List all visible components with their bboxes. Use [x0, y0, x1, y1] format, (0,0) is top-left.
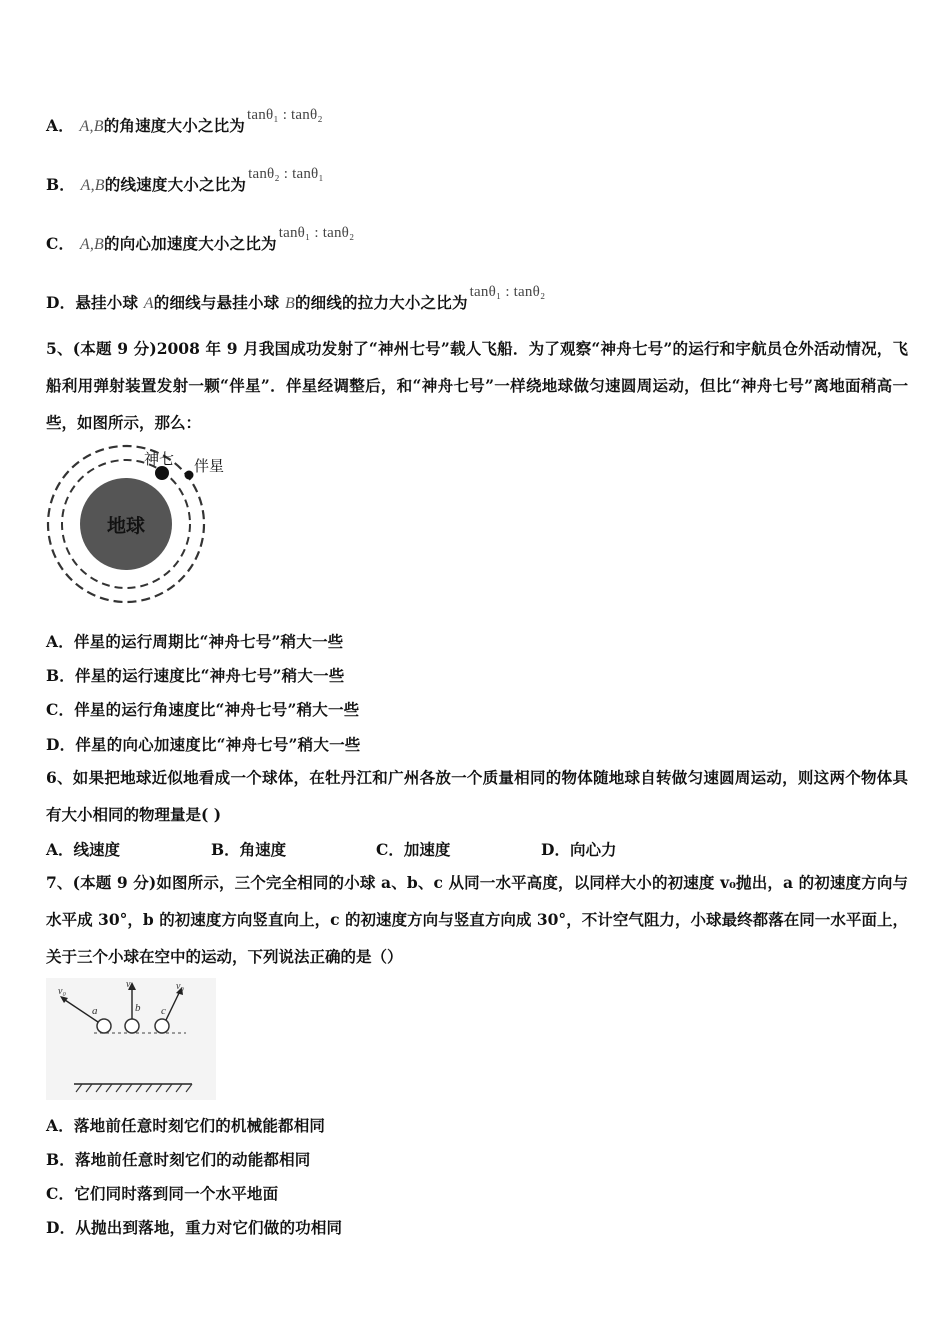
- q5-stem: 5、(本题 9 分)2008 年 9 月我国成功发射了“神州七号”载人飞船．为了观察“神舟七号”的运行和宇航员仓外活动情况，飞船利用弹射装置发射一颗“伴星”．伴星经调整后，和“神舟七号”一样绕地球做匀速圆周运动，但比“神舟七号”离地面稍高一些，如图所示，那么：: [46, 339, 908, 432]
- ball-c-icon: [155, 1019, 169, 1033]
- q6-stem: 6、如果把地球近似地看成一个球体，在牡丹江和广州各放一个质量相同的物体随地球自转做匀速圆周运动，则这两个物体具有大小相同的物理量是( ): [46, 768, 908, 824]
- ball-a-icon: [97, 1019, 111, 1033]
- q7-option-d: D．从抛出到落地，重力对它们做的功相同: [46, 1218, 343, 1237]
- satellite-label: 伴星: [194, 457, 225, 475]
- v0-label-c: v₀: [176, 981, 184, 992]
- q5-option-c: C．伴星的运行角速度比“神舟七号”稍大一些: [46, 700, 360, 719]
- q6-option-d: D．向心力: [541, 840, 617, 859]
- label-c: c: [161, 1005, 166, 1017]
- satellite-dot-icon: [185, 471, 194, 480]
- q4-b-formula: tanθ₂ : tanθ₁: [248, 166, 324, 182]
- q6-option-c: C．加速度: [376, 840, 451, 859]
- q4-a-formula: tanθ₁ : tanθ₂: [247, 107, 323, 123]
- q4-option-d: D．悬挂小球 A的细线与悬挂小球 B的细线的拉力大小之比为tanθ₁ : tanθ₂: [46, 284, 546, 312]
- v0-label-a: v₀: [58, 986, 66, 997]
- ship-dot-icon: [155, 466, 169, 480]
- earth-label: 地球: [106, 515, 146, 537]
- q7-stem: 7、(本题 9 分)如图所示，三个完全相同的小球 a、b、c 从同一水平高度，以同样大小的初速度 v₀抛出，a 的初速度方向与水平成 30°，b 的初速度方向竖直向上，c 的初速度方向与竖直方向成 30°，不计空气阻力，小球最终都落在同一水平面上，关于三个小球在空中的运动，下列说法正确的是（）: [46, 873, 908, 966]
- q4-option-a: A． A,B的角速度大小之比为tanθ₁ : tanθ₂: [46, 107, 323, 135]
- q7-projectile-figure: [46, 978, 216, 1100]
- q7-option-a: A．落地前任意时刻它们的机械能都相同: [46, 1116, 326, 1135]
- q4-a-vars: A,B: [79, 118, 104, 135]
- q5-option-a: A．伴星的运行周期比“神舟七号”稍大一些: [46, 632, 344, 651]
- q6-option-b: B．角速度: [211, 840, 287, 859]
- q7-option-b: B．落地前任意时刻它们的动能都相同: [46, 1150, 311, 1169]
- q4-option-b: B． A,B的线速度大小之比为tanθ₂ : tanθ₁: [46, 166, 324, 194]
- q6-options: [46, 838, 906, 860]
- label-a: a: [92, 1005, 98, 1017]
- q4-b-vars: A,B: [80, 177, 105, 194]
- q4-c-vars: A,B: [79, 236, 105, 253]
- ship-label: 神七: [144, 450, 175, 468]
- q4-d-formula: tanθ₁ : tanθ₂: [469, 284, 546, 300]
- q6-option-a: A．线速度: [46, 840, 121, 859]
- q5-option-b: B．伴星的运行速度比“神舟七号”稍大一些: [46, 666, 345, 685]
- q5-orbit-figure: [44, 446, 225, 606]
- v0-label-b: v₀: [126, 979, 134, 990]
- q4-c-formula: tanθ₁ : tanθ₂: [278, 225, 355, 241]
- q7-option-c: C．它们同时落到同一个水平地面: [46, 1184, 279, 1203]
- ball-b-icon: [125, 1019, 139, 1033]
- label-b: b: [135, 1002, 141, 1014]
- q5-option-d: D．伴星的向心加速度比“神舟七号”稍大一些: [46, 735, 361, 754]
- q4-option-c: C． A,B的向心加速度大小之比为tanθ₁ : tanθ₂: [46, 225, 355, 253]
